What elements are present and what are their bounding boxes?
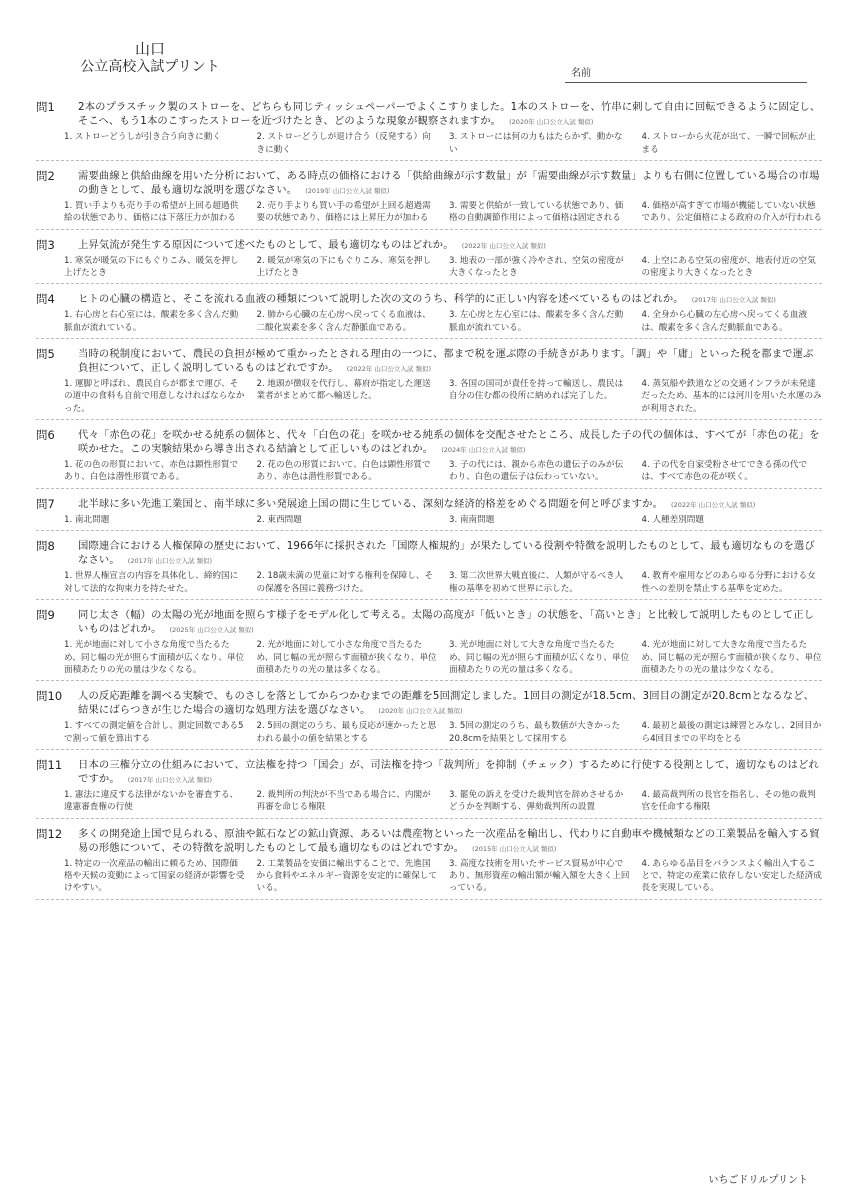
divider	[36, 899, 822, 900]
answer-choice[interactable]: 4. 最高裁判所の長官を指名し、その他の裁判官を任命する権限	[641, 790, 816, 813]
question-block	[36, 169, 822, 230]
answer-choice[interactable]: 1. すべての測定値を合計し、測定回数である5で割って値を算出する	[64, 721, 244, 744]
question-header	[36, 539, 822, 568]
choice-list	[36, 789, 822, 813]
answer-choice[interactable]: 1. 南北問題	[64, 514, 110, 525]
question-text-block	[78, 347, 822, 376]
question-block	[36, 347, 822, 420]
divider	[36, 599, 822, 600]
answer-choice[interactable]: 1. 買い手よりも売り手の希望が上回る超過供給の状態であり、価格には下落圧力が加わる	[64, 201, 239, 224]
answer-choice[interactable]: 3. 各国の国司が責任を持って輸送し、農民は自分の住む都の役所に納めれば完了した。	[449, 379, 624, 402]
answer-choice[interactable]: 3. 5回の測定のうち、最も数値が大きかった20.8cmを結果として採用する	[449, 721, 621, 744]
question-header	[36, 169, 822, 198]
question-text: 代々「赤色の花」を咲かせる純系の個体と、代々「白色の花」を咲かせる純系の個体を交配させたところ、成長した子の代の個体は、すべてが「赤色の花」を咲かせた。この実験結果から導き出される結論として正しいものはどれか。	[78, 428, 820, 456]
answer-choice[interactable]: 2. 花の色の形質において、白色は顕性形質であり、赤色は潜性形質である。	[256, 460, 431, 483]
answer-choice[interactable]: 3. 第二次世界大戦直後に、人類が守るべき人権の基準を初めて世界に示した。	[449, 571, 624, 594]
divider	[36, 749, 822, 750]
question-number: 問3	[36, 237, 55, 252]
answer-choice[interactable]: 3. ストローには何の力もはたらかず、動かない	[449, 132, 623, 155]
answer-choice[interactable]: 1. ストローどうしが引き合う向きに動く	[64, 132, 222, 143]
answer-choice[interactable]: 4. 光が地面に対して大きな角度で当たるため、同じ幅の光が照らす面積が狭くなり、単位面積あたりの光の量は少なくなる。	[641, 640, 822, 675]
question-number: 問2	[36, 168, 55, 183]
answer-choice[interactable]: 4. 最初と最後の測定は練習とみなし、2回目から4回目までの平均をとる	[641, 721, 822, 744]
question-text: 当時の税制度において、農民の負担が極めて重かったとされる理由の一つに、都まで税を運ぶ際の手続きがあります。「調」や「庸」といった税を都まで運ぶ負担について、正しく説明しているものはどれですか。	[78, 347, 814, 375]
answer-choice[interactable]: 1. 世界人権宣言の内容を具体化し、締約国に対して法的な拘束力を持たせた。	[64, 571, 239, 594]
answer-choice[interactable]: 2. ストローどうしが退け合う（反発する）向きに動く	[256, 132, 431, 155]
question-header	[36, 238, 822, 253]
answer-choice[interactable]: 3. 需要と供給が一致している状態であり、価格の自動調節作用によって価格は固定される	[449, 201, 624, 224]
answer-choice[interactable]: 1. 憲法に違反する法律がないかを審査する、違憲審査権の行使	[64, 790, 239, 813]
question-text: 人の反応距離を調べる実験で、ものさしを落としてからつかむまでの距離を5回測定しました。1回目の測定が18.5cm、3回目の測定が20.8cmとなるなど、結果にばらつきが生じた場合の適切な処理方法を選びなさい。	[78, 689, 815, 717]
question-text-block	[78, 608, 822, 637]
question-text: 需要曲線と供給曲線を用いた分析において、ある時点の価格における「供給曲線が示す数量」が「需要曲線が示す数量」よりも右側に位置している場合の市場の動きとして、最も適切な説明を選びなさい。	[78, 169, 820, 197]
question-text: 国際連合における人権保障の歴史において、1966年に採択された「国際人権規約」が果たしている役割や特徴を説明したものとして、最も適切なものを選びなさい。	[78, 540, 815, 567]
source-note: (2025年 山口公立入試 類似)	[169, 626, 254, 635]
choice-list	[36, 459, 822, 483]
question-text: 日本の三権分立の仕組みにおいて、立法権を持つ「国会」が、司法権を持つ「裁判所」を抑制（チェック）するために行使する役割として、適切なものはどれですか。	[78, 758, 820, 785]
source-note: (2024年 山口公立入試 類似)	[441, 446, 526, 455]
divider	[36, 818, 822, 819]
answer-choice[interactable]: 1. 光が地面に対して小さな角度で当たるため、同じ幅の光が照らす面積が広くなり、単位面積あたりの光の量は少なくなる。	[64, 640, 245, 675]
answer-choice[interactable]: 2. 暖気が寒気の下にもぐりこみ、寒気を押し上げたとき	[256, 255, 432, 279]
question-number: 問9	[36, 607, 55, 622]
question-block	[36, 827, 822, 900]
question-block	[36, 758, 822, 819]
source-note: (2017年 山口公立入試 類似)	[691, 296, 776, 305]
question-text-block	[78, 238, 822, 253]
answer-choice[interactable]: 3. 地表の一部が強く冷やされ、空気の密度が大きくなったとき	[449, 255, 624, 279]
answer-choice[interactable]: 4. あらゆる品目をバランスよく輸出入することで、特定の産業に依存しない安定した経済成長を実現している。	[641, 858, 822, 894]
answer-choice[interactable]: 3. 子の代には、親から赤色の遺伝子のみが伝わり、白色の遺伝子は伝わっていない。	[449, 460, 624, 483]
answer-choice[interactable]: 2. 地頭が徴収を代行し、幕府が指定した運送業者がまとめて都へ輸送した。	[256, 379, 431, 402]
source-note: (2019年 山口公立入試 類似)	[305, 187, 390, 196]
question-text: 2本のプラスチック製のストローを、どちらも同じティッシュペーパーでよくこすりました。1本のストローを、竹串に刺して自由に回転できるように固定し、そこへ、もう1本のこすったストローを近づけたとき、どのような現象が観察されますか。	[78, 101, 821, 128]
source-note: (2022年 山口公立入試 類似)	[346, 365, 432, 374]
question-number: 問6	[36, 427, 55, 442]
divider	[36, 680, 822, 681]
answer-choice[interactable]: 2. 工業製品を安価に輸出することで、先進国から食料やエネルギー資源を安定的に確保している。	[256, 858, 437, 894]
divider	[36, 530, 822, 531]
header-title-block	[60, 40, 240, 76]
source-note: (2022年 山口公立入試 類似)	[461, 241, 546, 250]
question-number: 問7	[36, 496, 55, 511]
question-block	[36, 608, 822, 681]
answer-choice[interactable]: 4. 子の代を自家受粉させてできる孫の代では、すべて赤色の花が咲く。	[641, 460, 808, 483]
answer-choice[interactable]: 4. 上空にある空気の密度が、地表付近の空気の密度より大きくなったとき	[641, 255, 816, 279]
answer-choice[interactable]: 3. 高度な技術を用いたサービス貿易が中心であり、無形資産の輸出額が輸入額を大きく上回っている。	[449, 858, 630, 894]
answer-choice[interactable]: 3. 罷免の訴えを受けた裁判官を辞めさせるかどうかを判断する、弾劾裁判所の設置	[449, 790, 624, 813]
answer-choice[interactable]: 4. 人種差別問題	[641, 514, 704, 525]
source-note: (2017年 山口公立入試 類似)	[127, 557, 213, 566]
divider	[36, 229, 822, 230]
question-number: 問4	[36, 292, 55, 307]
answer-choice[interactable]: 3. 光が地面に対して大きな角度で当たるため、同じ幅の光が照らす面積が広くなり、単位面積あたりの光の量は多くなる。	[449, 640, 630, 675]
name-label: 名前	[571, 68, 591, 79]
answer-choice[interactable]: 2. 裁判所の判決が不当である場合に、内閣が再審を命じる権限	[256, 790, 431, 813]
question-number: 問8	[36, 539, 55, 554]
question-text-block	[78, 292, 822, 307]
question-text: 同じ太さ（幅）の太陽の光が地面を照らす様子をモデル化して考える。太陽の高度が「低いとき」の状態を、「高いとき」と比較して説明したものとして正しいものはどれか。	[78, 608, 815, 636]
answer-choice[interactable]: 2. 光が地面に対して小さな角度で当たるため、同じ幅の光が照らす面積が狭くなり、単位面積あたりの光の量は多くなる。	[256, 640, 437, 675]
question-number: 問1	[36, 100, 55, 114]
answer-choice[interactable]: 2. 5回の測定のうち、最も反応が速かったと思われる最小の値を結果とする	[256, 721, 437, 744]
question-text-block	[78, 169, 822, 198]
question-number: 問10	[36, 688, 63, 703]
choice-list	[36, 255, 822, 279]
question-header	[36, 292, 822, 307]
source-note: (2020年 山口公立入試 類似)	[509, 118, 594, 127]
question-block	[36, 428, 822, 489]
question-text-block	[78, 100, 822, 129]
answer-choice[interactable]: 4. 蒸気船や鉄道などの交通インフラが未発達だったため、基本的には河川を用いた水運のみが利用された。	[641, 379, 822, 414]
answer-choice[interactable]: 1. 花の色の形質において、赤色は顕性形質であり、白色は潜性形質である。	[64, 460, 239, 483]
question-block	[36, 689, 822, 750]
question-header	[36, 827, 822, 856]
choice-list	[36, 309, 822, 333]
question-number: 問5	[36, 346, 55, 361]
answer-choice[interactable]: 1. 右心房と右心室には、酸素を多く含んだ動脈血が流れている。	[64, 310, 239, 333]
answer-choice[interactable]: 2. 肺から心臓の左心房へ戻ってくる血液は、二酸化炭素を多く含んだ静脈血である。	[256, 310, 431, 333]
choice-list	[36, 131, 822, 155]
choice-list	[36, 378, 822, 415]
question-block	[36, 100, 822, 161]
question-header	[36, 100, 822, 129]
question-block	[36, 539, 822, 600]
answer-choice[interactable]: 3. 左心房と左心室には、酸素を多く含んだ動脈血が流れている。	[449, 310, 624, 333]
question-text-block	[78, 689, 822, 718]
answer-choice[interactable]: 4. ストローから火花が出て、一瞬で回転が止まる	[641, 132, 816, 155]
answer-choice[interactable]: 2. 売り手よりも買い手の希望が上回る超過需要の状態であり、価格には上昇圧力が加わる	[256, 201, 431, 224]
footer-brand: いちごドリルプリント	[708, 1175, 808, 1186]
answer-choice[interactable]: 3. 南南問題	[449, 514, 495, 525]
divider	[36, 338, 822, 339]
name-field[interactable]	[565, 62, 807, 83]
question-text-block	[78, 428, 822, 457]
question-text-block	[78, 827, 822, 856]
question-list	[36, 100, 822, 908]
question-block	[36, 497, 822, 531]
page-title: 公立高校入試プリント	[80, 59, 220, 75]
divider	[36, 283, 822, 284]
question-block	[36, 238, 822, 285]
question-header	[36, 689, 822, 718]
question-text: 北半球に多い先進工業国と、南半球に多い発展途上国の間に生じている、深刻な経済的格差をめぐる問題を何と呼びますか。	[78, 497, 664, 510]
question-header	[36, 347, 822, 376]
question-header	[36, 758, 822, 787]
answer-choice[interactable]: 2. 18歳未満の児童に対する権利を保障し、その保護を各国に義務づけた。	[256, 571, 434, 594]
answer-choice[interactable]: 4. 全身から心臓の左心房へ戻ってくる血液は、酸素を多く含んだ動脈血である。	[641, 310, 808, 333]
choice-list	[36, 514, 822, 526]
source-note: (2020年 山口公立入試 類似)	[378, 707, 463, 716]
question-text: ヒトの心臓の構造と、そこを流れる血液の種類について説明した次の文のうち、科学的に正しい内容を述べているものはどれか。	[78, 293, 684, 306]
source-note: (2017年 山口公立入試 類似)	[127, 775, 213, 784]
source-note: (2015年 山口公立入試 類似)	[472, 844, 557, 853]
answer-choice[interactable]: 1. 特定の一次産品の輸出に頼るため、国際価格や天候の変動によって国家の経済が影響を受けやすい。	[64, 858, 245, 894]
choice-list	[36, 720, 822, 744]
question-text: 多くの開発途上国で見られる、原油や鉱石などの鉱山資源、あるいは農産物といった一次産品を輸出し、代わりに自動車や機械類などの工業製品を輸入する貿易の形態について、その特徴を説明したものとして最も適切なものはどれですか。	[78, 827, 820, 854]
choice-list	[36, 639, 822, 676]
choice-list	[36, 858, 822, 895]
divider	[36, 419, 822, 420]
choice-list	[36, 570, 822, 594]
answer-choice[interactable]: 2. 東西問題	[256, 514, 302, 525]
question-header	[36, 608, 822, 637]
question-block	[36, 292, 822, 339]
prefecture-label: 山口	[134, 40, 165, 58]
question-header	[36, 428, 822, 457]
question-text: 上昇気流が発生する原因について述べたものとして、最も適切なものはどれか。	[78, 238, 454, 251]
divider	[36, 488, 822, 489]
answer-choice[interactable]: 4. 価格が高すぎて市場が機能していない状態であり、公定価格による政府の介入が行われる	[641, 201, 822, 224]
question-header	[36, 497, 822, 512]
answer-choice[interactable]: 4. 教育や雇用などのあらゆる分野における女性への差別を禁止する基準を定めた。	[641, 571, 816, 594]
question-number: 問12	[36, 826, 63, 841]
answer-choice[interactable]: 1. 運脚と呼ばれ、農民自らが都まで運び、その道中の食料も自前で用意しなければならなかった。	[64, 379, 245, 414]
question-text-block	[78, 497, 822, 512]
choice-list	[36, 200, 822, 224]
question-number: 問11	[36, 757, 63, 772]
question-text-block	[78, 758, 822, 787]
question-text-block	[78, 539, 822, 568]
divider	[36, 160, 822, 161]
answer-choice[interactable]: 1. 寒気が暖気の下にもぐりこみ、暖気を押し上げたとき	[64, 255, 239, 279]
source-note: (2022年 山口公立入試 類似)	[671, 500, 756, 509]
